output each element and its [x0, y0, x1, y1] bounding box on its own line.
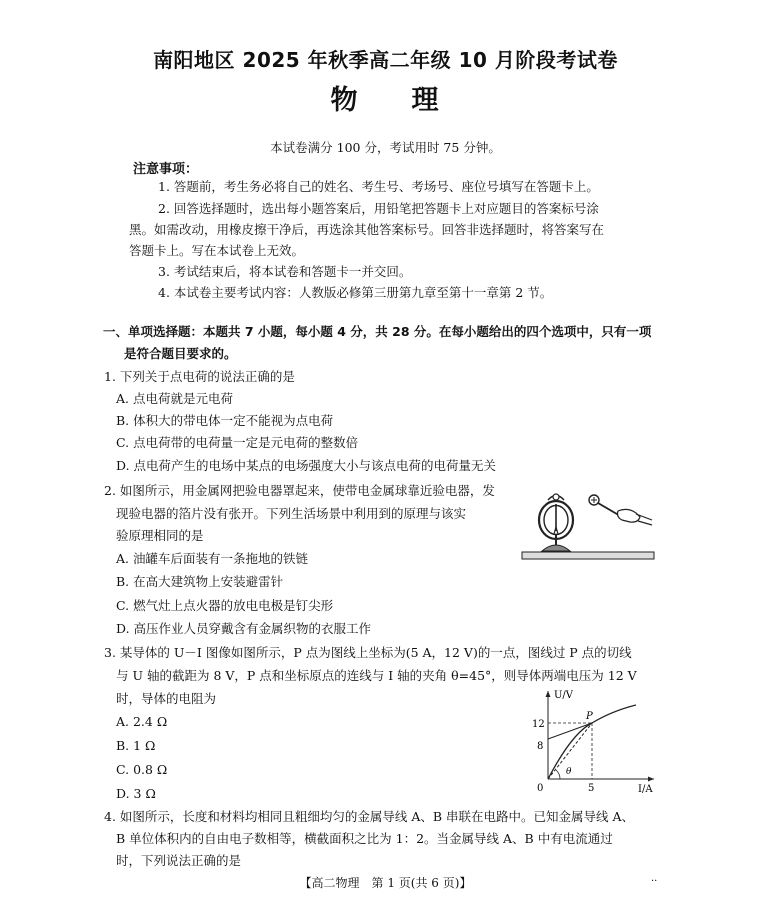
i-axis-arrow [648, 777, 654, 782]
notice-line: 答题卡上。写在本试卷上无效。 [129, 243, 305, 258]
u-axis-arrow [546, 691, 551, 697]
q4-stem-line: 时，下列说法正确的是 [116, 853, 242, 868]
subject-char-2: 理 [411, 85, 441, 116]
q2-stem-line: 2. 如图所示，用金属网把验电器罩起来，使带电金属球靠近验电器，发 [104, 483, 495, 498]
q4-stem-line: B 单位体积内的自由电子数相等，横截面积之比为 1：2。当金属导线 A、B 中有电流通过 [116, 831, 613, 846]
q3-option-a: A. 2.4 Ω [116, 714, 168, 729]
q1-option-b: B. 体积大的带电体一定不能视为点电荷 [116, 413, 334, 428]
section-heading: 一、单项选择题：本题共 7 小题，每小题 4 分，共 28 分。在每小题给出的四个选项中，只有一项 [103, 324, 652, 339]
q3-stem-line: 3. 某导体的 U－I 图像如图所示，P 点为图线上坐标为(5 A，12 V)的一点，图线过 P 点的切线 [104, 645, 632, 660]
q4-stem-line: 4. 如图所示，长度和材料均相同且粗细均匀的金属导线 A、B 串联在电路中。已知金属导线 A、 [104, 809, 635, 824]
i-axis-label: I/A [638, 784, 653, 795]
origin-label: 0 [537, 783, 544, 794]
subject-char-1: 物 [330, 85, 360, 116]
q1-stem: 1. 下列关于点电荷的说法正确的是 [104, 369, 295, 384]
q2-stem-line: 现验电器的箔片没有张开。下列生活场景中利用到的原理与该实 [116, 506, 467, 521]
q2-option-a: A. 油罐车后面装有一条拖地的铁链 [116, 551, 308, 566]
q3-option-b: B. 1 Ω [116, 738, 156, 753]
table-plate [522, 552, 654, 559]
q3-option-d: D. 3 Ω [116, 786, 156, 801]
q3-stem-line: 时，导体的电阻为 [116, 691, 217, 706]
q2-option-b: B. 在高大建筑物上安装避雷针 [116, 574, 284, 589]
p-label: P [586, 711, 593, 722]
section-heading-cont: 是符合题目要求的。 [124, 346, 237, 361]
u-tick-12: 12 [532, 719, 545, 730]
cage-stand [542, 545, 570, 551]
notice-line: 2. 回答选择题时，选出每小题答案后，用铅笔把答题卡上对应题目的答案标号涂 [158, 201, 599, 216]
u-axis-label: U/V [554, 690, 574, 701]
theta-arc [556, 770, 560, 779]
notice-line: 黑。如需改动，用橡皮擦干净后，再选涂其他答案标号。回答非选择题时，将答案写在 [129, 222, 605, 237]
i-tick-5: 5 [588, 783, 595, 794]
hand [618, 509, 641, 522]
q3-stem-line: 与 U 轴的截距为 8 V，P 点和坐标原点的连线与 I 轴的夹角 θ=45°，则导体两端电压为 12 V [116, 668, 637, 683]
exam-title: 南阳地区 2025 年秋季高二年级 10 月阶段考试卷 [153, 48, 618, 72]
notice-line: 1. 答题前，考生务必将自己的姓名、考生号、考场号、座位号填写在答题卡上。 [158, 179, 599, 194]
notice-heading: 注意事项： [133, 162, 199, 177]
exam-intro: 本试卷满分 100 分，考试用时 75 分钟。 [270, 140, 501, 155]
q2-option-d: D. 高压作业人员穿戴含有金属织物的衣服工作 [116, 621, 372, 636]
q2-option-c: C. 燃气灶上点火器的放电电极是钉尖形 [116, 598, 334, 613]
q1-option-c: C. 点电荷带的电荷量一定是元电荷的整数倍 [116, 435, 359, 450]
electroscope-figure [518, 487, 658, 563]
ui-graph [532, 687, 662, 797]
page-footer: 【高二物理 第 1 页(共 6 页)】 [299, 876, 472, 890]
q3-option-c: C. 0.8 Ω [116, 762, 168, 777]
notice-line: 4. 本试卷主要考试内容：人教版必修第三册第九章至第十一章第 2 节。 [158, 285, 553, 300]
theta-label: θ [566, 767, 572, 777]
footer-mark: ·· [651, 876, 658, 887]
notice-line: 3. 考试结束后，将本试卷和答题卡一并交回。 [158, 264, 412, 279]
subject-title [0, 78, 771, 117]
q1-option-a: A. 点电荷就是元电荷 [116, 391, 233, 406]
cage-top-knob [553, 494, 559, 500]
q1-option-d: D. 点电荷产生的电场中某点的电场强度大小与该点电荷的电荷量无关 [116, 458, 497, 473]
q2-stem-line: 验原理相同的是 [116, 528, 204, 543]
arm [638, 521, 652, 525]
u-tick-8: 8 [537, 741, 544, 752]
